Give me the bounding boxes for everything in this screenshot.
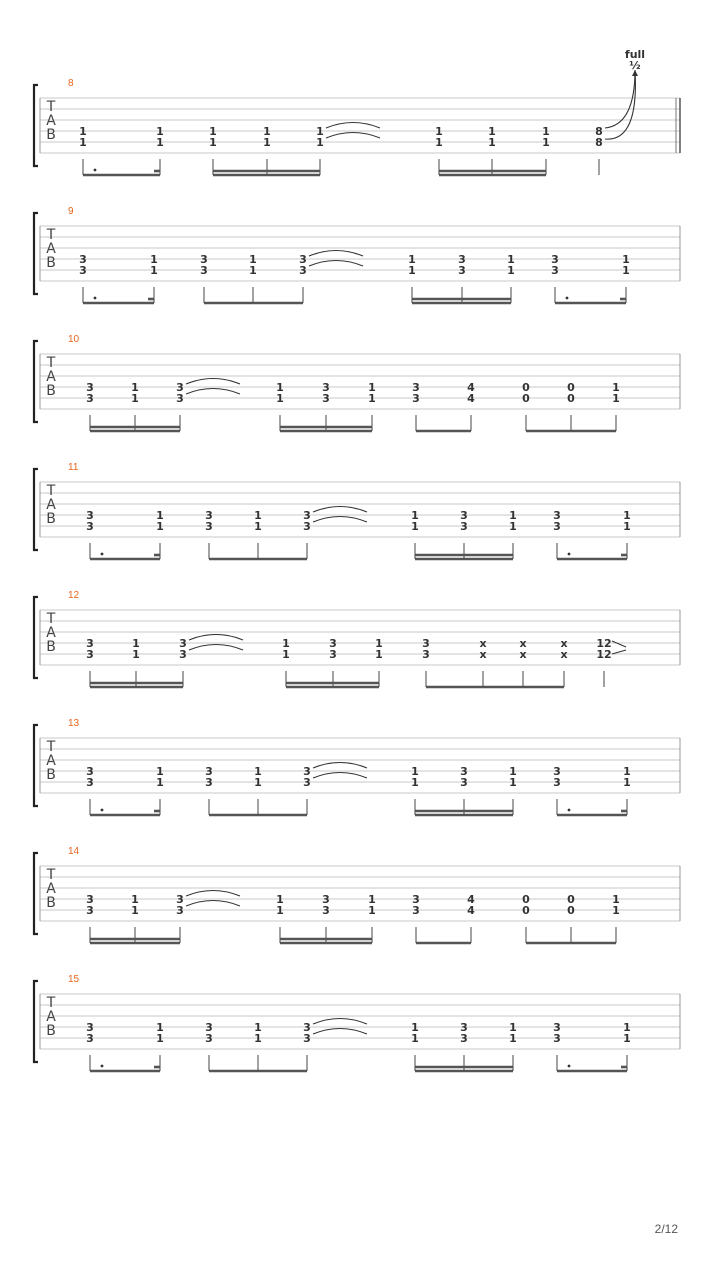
fret-number: 1	[411, 509, 419, 522]
fret-number: 1	[368, 904, 376, 917]
system-bracket	[34, 853, 38, 934]
fret-number: 1	[263, 136, 271, 149]
fret-number: x	[519, 648, 527, 661]
fret-number: 1	[411, 1021, 419, 1034]
fret-number: 1	[488, 136, 496, 149]
rhythm-dot	[101, 553, 104, 556]
page-number: 2/12	[654, 1222, 678, 1236]
rhythm-dot	[94, 169, 97, 172]
fret-number: 1	[132, 648, 140, 661]
fret-number: 3	[460, 765, 468, 778]
fret-number: 3	[460, 1032, 468, 1045]
fret-number: 1	[150, 253, 158, 266]
fret-number: 1	[435, 125, 443, 138]
fret-number: 3	[553, 1032, 561, 1045]
system-bracket	[34, 341, 38, 422]
fret-number: 1	[276, 381, 284, 394]
tab-clef-letter: T	[46, 355, 56, 371]
fret-number: 3	[200, 253, 208, 266]
fret-number: 3	[86, 776, 94, 789]
fret-number: 1	[509, 520, 517, 533]
bend-label: full	[624, 48, 646, 61]
system-bracket	[34, 981, 38, 1062]
fret-number: 1	[254, 509, 262, 522]
fret-number: 4	[467, 893, 475, 906]
fret-number: 1	[622, 253, 630, 266]
tie-arc	[313, 763, 367, 769]
fret-number: 3	[322, 904, 330, 917]
fret-number: 1	[131, 904, 139, 917]
fret-number: 1	[623, 765, 631, 778]
measure-number: 15	[68, 974, 80, 985]
fret-number: 1	[282, 648, 290, 661]
fret-number: 1	[623, 1032, 631, 1045]
tab-clef-letter: T	[46, 99, 56, 115]
fret-number: 1	[156, 125, 164, 138]
tie-arc	[313, 517, 367, 523]
fret-number: 3	[205, 776, 213, 789]
fret-number: 4	[467, 381, 475, 394]
fret-number: 3	[458, 253, 466, 266]
tie-arc	[313, 1029, 367, 1035]
fret-number: 3	[205, 1032, 213, 1045]
rhythm-dot	[568, 809, 571, 812]
fret-number: 3	[86, 1021, 94, 1034]
fret-number: 1	[276, 904, 284, 917]
tab-clef-letter: B	[46, 767, 56, 783]
fret-number: 12	[596, 637, 612, 650]
fret-number: 4	[467, 392, 475, 405]
fret-number: 1	[276, 893, 284, 906]
fret-number: 3	[176, 893, 184, 906]
fret-number: 0	[567, 381, 575, 394]
fret-number: 3	[205, 509, 213, 522]
fret-number: 1	[408, 253, 416, 266]
slide-mark	[612, 641, 626, 647]
fret-number: 1	[254, 520, 262, 533]
system-bracket	[34, 469, 38, 550]
fret-number: 3	[299, 264, 307, 277]
fret-number: 1	[131, 893, 139, 906]
fret-number: 8	[595, 136, 603, 149]
tab-clef-letter: T	[46, 739, 56, 755]
measure-number: 8	[68, 78, 74, 89]
fret-number: 1	[542, 136, 550, 149]
fret-number: 1	[209, 125, 217, 138]
rhythm-dot	[566, 297, 569, 300]
fret-number: 3	[86, 904, 94, 917]
fret-number: 0	[567, 893, 575, 906]
fret-number: 1	[622, 264, 630, 277]
tab-clef-letter: A	[46, 369, 56, 385]
fret-number: x	[519, 637, 527, 650]
measure-number: 9	[68, 206, 74, 217]
tie-arc	[186, 901, 240, 907]
fret-number: 3	[86, 520, 94, 533]
fret-number: 3	[412, 893, 420, 906]
fret-number: 1	[612, 904, 620, 917]
fret-number: 3	[86, 893, 94, 906]
fret-number: 1	[612, 392, 620, 405]
fret-number: 1	[156, 1021, 164, 1034]
fret-number: 0	[522, 392, 530, 405]
tab-clef-letter: B	[46, 511, 56, 527]
measure-number: 12	[68, 590, 80, 601]
tab-clef-letter: T	[46, 611, 56, 627]
fret-number: x	[479, 648, 487, 661]
fret-number: 1	[612, 893, 620, 906]
fret-number: 1	[623, 1021, 631, 1034]
fret-number: 1	[249, 264, 257, 277]
fret-number: 1	[156, 1032, 164, 1045]
rhythm-dot	[568, 553, 571, 556]
fret-number: 3	[205, 765, 213, 778]
rhythm-dot	[568, 1065, 571, 1068]
fret-number: 1	[156, 520, 164, 533]
fret-number: 3	[303, 509, 311, 522]
tie-arc	[313, 507, 367, 513]
fret-number: 3	[460, 520, 468, 533]
fret-number: 3	[303, 1021, 311, 1034]
fret-number: 1	[488, 125, 496, 138]
fret-number: 1	[509, 509, 517, 522]
fret-number: 3	[553, 520, 561, 533]
tab-clef-letter: B	[46, 383, 56, 399]
rhythm-dot	[101, 1065, 104, 1068]
fret-number: 3	[303, 1032, 311, 1045]
fret-number: 1	[156, 509, 164, 522]
fret-number: 1	[131, 392, 139, 405]
fret-number: 3	[86, 381, 94, 394]
tab-clef-letter: A	[46, 241, 56, 257]
tab-clef-letter: B	[46, 639, 56, 655]
fret-number: 3	[551, 264, 559, 277]
fret-number: 3	[205, 520, 213, 533]
fret-number: 0	[522, 381, 530, 394]
fret-number: 3	[86, 637, 94, 650]
fret-number: 3	[176, 392, 184, 405]
measure-number: 13	[68, 718, 80, 729]
fret-number: 0	[522, 893, 530, 906]
fret-number: 1	[316, 136, 324, 149]
tie-arc	[186, 891, 240, 897]
fret-number: 3	[329, 637, 337, 650]
fret-number: 1	[623, 776, 631, 789]
tie-arc	[326, 123, 380, 129]
tab-clef-letter: A	[46, 753, 56, 769]
fret-number: 1	[612, 381, 620, 394]
tie-arc	[309, 251, 363, 257]
tab-clef-letter: B	[46, 255, 56, 271]
fret-number: 0	[522, 904, 530, 917]
fret-number: 1	[507, 253, 515, 266]
fret-number: 1	[509, 776, 517, 789]
fret-number: 1	[132, 637, 140, 650]
fret-number: 1	[411, 1032, 419, 1045]
fret-number: 3	[303, 765, 311, 778]
fret-number: 1	[150, 264, 158, 277]
fret-number: 3	[322, 381, 330, 394]
fret-number: 1	[411, 776, 419, 789]
fret-number: x	[560, 648, 568, 661]
fret-number: 3	[86, 765, 94, 778]
tab-clef-letter: A	[46, 1009, 56, 1025]
fret-number: 1	[316, 125, 324, 138]
slide-mark	[612, 650, 626, 654]
fret-number: 3	[460, 1021, 468, 1034]
fret-number: 12	[596, 648, 612, 661]
system-bracket	[34, 85, 38, 166]
fret-number: 3	[422, 637, 430, 650]
tab-clef-letter: B	[46, 895, 56, 911]
fret-number: 1	[375, 648, 383, 661]
fret-number: 1	[408, 264, 416, 277]
tab-clef-letter: T	[46, 483, 56, 499]
fret-number: 3	[412, 904, 420, 917]
fret-number: 3	[176, 381, 184, 394]
fret-number: 3	[551, 253, 559, 266]
fret-number: 1	[411, 520, 419, 533]
system-bracket	[34, 597, 38, 678]
fret-number: 3	[458, 264, 466, 277]
fret-number: 1	[156, 776, 164, 789]
tab-clef-letter: A	[46, 881, 56, 897]
fret-number: 1	[156, 765, 164, 778]
measure-number: 11	[68, 462, 79, 473]
fret-number: 3	[86, 392, 94, 405]
fret-number: 1	[156, 136, 164, 149]
tab-clef-letter: B	[46, 1023, 56, 1039]
tab-clef-letter: T	[46, 227, 56, 243]
tie-arc	[189, 645, 243, 651]
fret-number: 1	[509, 765, 517, 778]
fret-number: 1	[507, 264, 515, 277]
fret-number: 3	[412, 392, 420, 405]
fret-number: 3	[79, 264, 87, 277]
fret-number: 1	[254, 1021, 262, 1034]
tie-arc	[326, 133, 380, 139]
fret-number: 1	[435, 136, 443, 149]
fret-number: 1	[254, 776, 262, 789]
fret-number: 8	[595, 125, 603, 138]
fret-number: 3	[86, 509, 94, 522]
fret-number: 1	[368, 893, 376, 906]
measure-number: 10	[68, 334, 80, 345]
system-bracket	[34, 725, 38, 806]
fret-number: 1	[509, 1021, 517, 1034]
fret-number: 1	[263, 125, 271, 138]
fret-number: 3	[303, 776, 311, 789]
fret-number: 1	[79, 125, 87, 138]
tab-clef-letter: B	[46, 127, 56, 143]
tab-clef-letter: A	[46, 497, 56, 513]
fret-number: 1	[254, 1032, 262, 1045]
tie-arc	[186, 389, 240, 395]
tab-clef-letter: A	[46, 625, 56, 641]
fret-number: 3	[200, 264, 208, 277]
system-bracket	[34, 213, 38, 294]
fret-number: 1	[131, 381, 139, 394]
tab-clef-letter: T	[46, 995, 56, 1011]
fret-number: 1	[542, 125, 550, 138]
fret-number: 1	[623, 509, 631, 522]
fret-number: 3	[79, 253, 87, 266]
tie-arc	[189, 635, 243, 641]
fret-number: 1	[79, 136, 87, 149]
fret-number: 3	[553, 509, 561, 522]
fret-number: 1	[209, 136, 217, 149]
fret-number: x	[479, 637, 487, 650]
fret-number: 1	[509, 1032, 517, 1045]
fret-number: 3	[86, 648, 94, 661]
tie-arc	[186, 379, 240, 385]
fret-number: 1	[276, 392, 284, 405]
measure-number: 14	[68, 846, 80, 857]
fret-number: 3	[322, 392, 330, 405]
fret-number: 3	[205, 1021, 213, 1034]
rhythm-dot	[94, 297, 97, 300]
fret-number: 3	[553, 776, 561, 789]
fret-number: 1	[623, 520, 631, 533]
tab-clef-letter: A	[46, 113, 56, 129]
bend-amount: ½	[629, 59, 641, 72]
fret-number: 1	[254, 765, 262, 778]
fret-number: 3	[553, 1021, 561, 1034]
tie-arc	[313, 773, 367, 779]
fret-number: x	[560, 637, 568, 650]
fret-number: 1	[249, 253, 257, 266]
fret-number: 3	[460, 776, 468, 789]
fret-number: 1	[282, 637, 290, 650]
fret-number: 3	[422, 648, 430, 661]
fret-number: 3	[322, 893, 330, 906]
rhythm-dot	[101, 809, 104, 812]
fret-number: 3	[176, 904, 184, 917]
fret-number: 3	[412, 381, 420, 394]
fret-number: 3	[553, 765, 561, 778]
tab-clef-letter: T	[46, 867, 56, 883]
fret-number: 1	[368, 381, 376, 394]
fret-number: 3	[86, 1032, 94, 1045]
fret-number: 0	[567, 392, 575, 405]
tie-arc	[309, 261, 363, 267]
tie-arc	[313, 1019, 367, 1025]
fret-number: 1	[411, 765, 419, 778]
fret-number: 3	[329, 648, 337, 661]
fret-number: 4	[467, 904, 475, 917]
fret-number: 1	[375, 637, 383, 650]
fret-number: 3	[460, 509, 468, 522]
fret-number: 3	[299, 253, 307, 266]
fret-number: 3	[179, 648, 187, 661]
fret-number: 1	[368, 392, 376, 405]
fret-number: 3	[179, 637, 187, 650]
fret-number: 0	[567, 904, 575, 917]
fret-number: 3	[303, 520, 311, 533]
